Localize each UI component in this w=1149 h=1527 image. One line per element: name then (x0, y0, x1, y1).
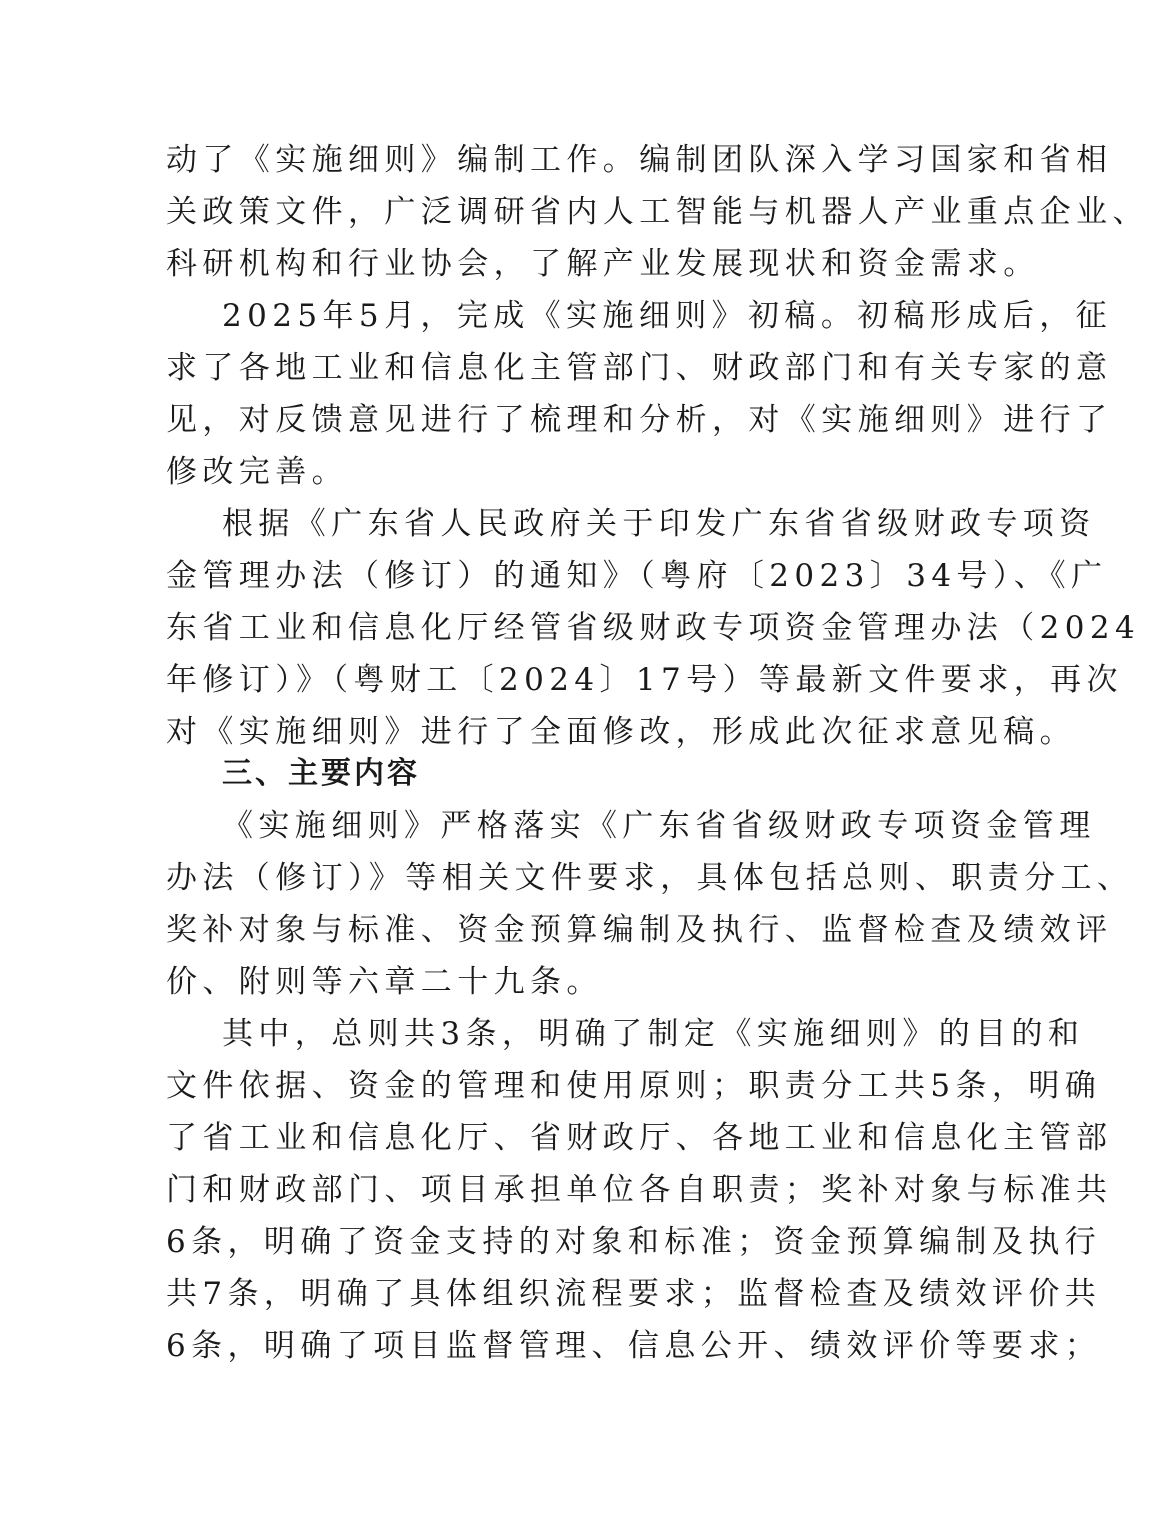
paragraph-1-line-3: 科研机构和行业协会，了解产业发展现状和资金需求。 (166, 246, 1040, 282)
paragraph-5-line-3: 了省工业和信息化厅、省财政厅、各地工业和信息化主管部 (166, 1120, 1113, 1156)
paragraph-3-line-4: 年修订）》（粤财工〔2024〕17号）等最新文件要求，再次 (166, 662, 1123, 698)
paragraph-5-line-2: 文件依据、资金的管理和使用原则；职责分工共5条，明确 (166, 1068, 1102, 1104)
paragraph-5-line-5: 6条，明确了资金支持的对象和标准；资金预算编制及执行 (166, 1224, 1102, 1260)
paragraph-5-line-1: 其中，总则共3条，明确了制定《实施细则》的目的和 (222, 1016, 1085, 1052)
paragraph-4-line-2: 办法（修订）》等相关文件要求，具体包括总则、职责分工、 (166, 860, 1134, 896)
paragraph-4-line-3: 奖补对象与标准、资金预算编制及执行、监督检查及绩效评 (166, 912, 1113, 948)
paragraph-2-line-2: 求了各地工业和信息化主管部门、财政部门和有关专家的意 (166, 350, 1113, 386)
paragraph-3-line-2: 金管理办法（修订）的通知》（粤府〔2023〕34号）、《广 (166, 558, 1108, 594)
paragraph-3-line-5: 对《实施细则》进行了全面修改，形成此次征求意见稿。 (166, 714, 1076, 750)
paragraph-4-line-4: 价、附则等六章二十九条。 (166, 964, 603, 1000)
paragraph-5-line-4: 门和财政部门、项目承担单位各自职责；奖补对象与标准共 (166, 1172, 1113, 1208)
paragraph-3-line-1: 根据《广东省人民政府关于印发广东省省级财政专项资 (222, 506, 1096, 542)
paragraph-3-line-3: 东省工业和信息化厅经管省级财政专项资金管理办法（2024 (166, 610, 1141, 646)
paragraph-1-line-1: 动了《实施细则》编制工作。编制团队深入学习国家和省相 (166, 142, 1113, 178)
paragraph-5-line-7: 6条，明确了项目监督管理、信息公开、绩效评价等要求； (166, 1328, 1102, 1364)
paragraph-2-line-1: 2025年5月，完成《实施细则》初稿。初稿形成后，征 (222, 298, 1113, 334)
paragraph-5-line-6: 共7条，明确了具体组织流程要求；监督检查及绩效评价共 (166, 1276, 1102, 1312)
paragraph-2-line-3: 见，对反馈意见进行了梳理和分析，对《实施细则》进行了 (166, 402, 1113, 438)
section-heading: 三、主要内容 (222, 756, 420, 791)
paragraph-4-line-1: 《实施细则》严格落实《广东省省级财政专项资金管理 (222, 808, 1096, 844)
paragraph-1-line-2: 关政策文件，广泛调研省内人工智能与机器人产业重点企业、 (166, 194, 1149, 230)
paragraph-2-line-4: 修改完善。 (166, 454, 348, 490)
